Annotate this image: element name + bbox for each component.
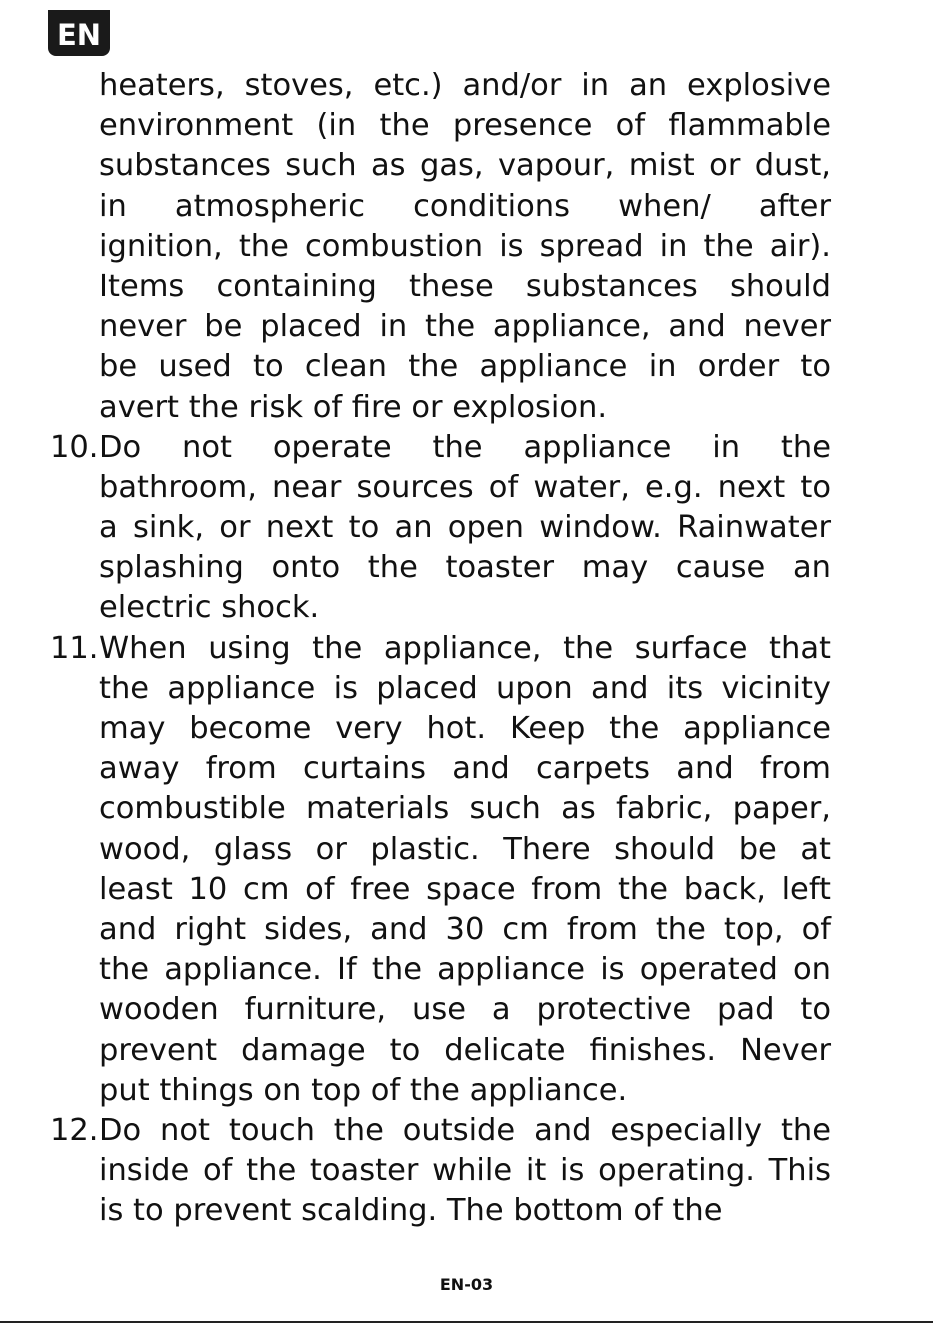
- text-line: inside of the toaster while it is operating. This: [99, 1153, 831, 1189]
- text-line: bathroom, near sources of water, e.g. next to: [99, 469, 831, 505]
- text-line: Items containing these substances should: [99, 268, 831, 304]
- item-number: 10.: [50, 429, 99, 465]
- text-line: the appliance. If the appliance is operated on: [99, 952, 831, 988]
- text-line: away from curtains and carpets and from: [99, 751, 831, 787]
- text-line: in atmospheric conditions when/ after: [99, 188, 831, 224]
- text-line: avert the risk of fire or explosion.: [99, 389, 608, 425]
- text-line: ignition, the combustion is spread in the air).: [99, 228, 831, 264]
- text-line: Do not operate the appliance in the: [99, 429, 831, 465]
- list-item-10: [0, 428, 933, 629]
- text-line: a sink, or next to an open window. Rainwater: [99, 510, 831, 546]
- text-line: heaters, stoves, etc.) and/or in an explosive: [99, 68, 831, 103]
- text-line: least 10 cm of free space from the back, left: [99, 871, 831, 907]
- document-body: [0, 66, 933, 1231]
- continuation-paragraph: [0, 66, 933, 428]
- text-line: splashing onto the toaster may cause an: [99, 550, 831, 586]
- text-line: Do not touch the outside and especially the: [99, 1112, 831, 1148]
- text-line: prevent damage to delicate finishes. Never: [99, 1032, 831, 1068]
- text-line: put things on top of the appliance.: [99, 1072, 628, 1108]
- text-line: is to prevent scalding. The bottom of the: [99, 1193, 723, 1229]
- text-line: never be placed in the appliance, and never: [99, 309, 831, 345]
- page-bottom-rule: [0, 1321, 933, 1323]
- text-line: and right sides, and 30 cm from the top, of: [99, 911, 831, 947]
- text-line: may become very hot. Keep the appliance: [99, 711, 831, 746]
- list-item-12: [0, 1111, 933, 1232]
- text-line: wood, glass or plastic. There should be at: [99, 831, 831, 867]
- text-line: electric shock.: [99, 590, 320, 626]
- language-badge: EN: [48, 10, 110, 56]
- text-line: environment (in the presence of flammable: [99, 108, 831, 144]
- text-line: the appliance is placed upon and its vicinity: [99, 670, 831, 706]
- text-line: be used to clean the appliance in order to: [99, 349, 831, 385]
- list-item-11: [0, 629, 933, 1111]
- text-line: combustible materials such as fabric, paper,: [99, 791, 831, 827]
- page-number: EN-03: [439, 1275, 494, 1294]
- text-line: When using the appliance, the surface that: [99, 630, 831, 666]
- text-line: wooden furniture, use a protective pad to: [99, 992, 831, 1028]
- item-number: 12.: [50, 1112, 99, 1148]
- text-line: substances such as gas, vapour, mist or dust,: [99, 148, 831, 184]
- item-number: 11.: [50, 630, 99, 666]
